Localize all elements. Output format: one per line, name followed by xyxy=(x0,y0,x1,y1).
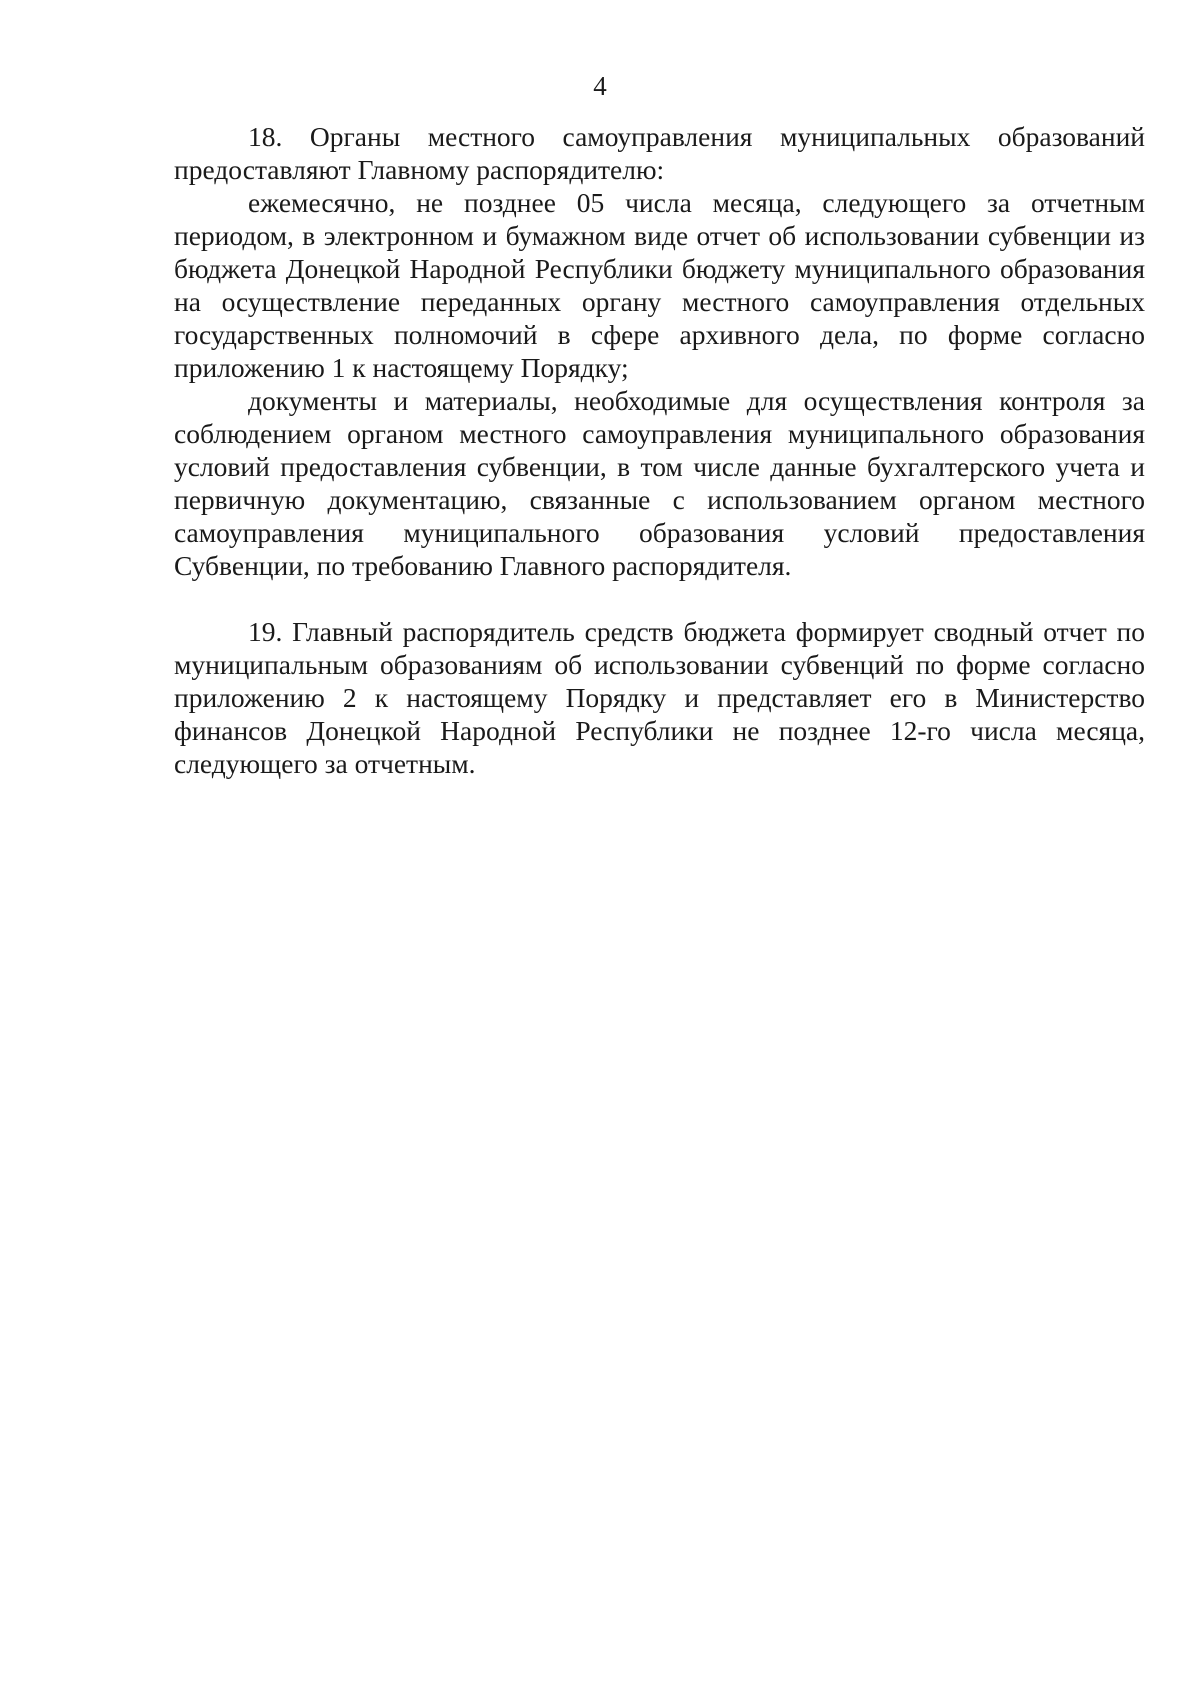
paragraph-18-documents: документы и материалы, необходимые для осуществления контроля за соблюдением органом местного самоуправления муниципального образования условий предоставления субвенции, в том числе данные бухгалтерского учета и первичную документацию, связанные с использованием органом местного самоуправления муниципального образования условий предоставления Субвенции, по требованию Главного распорядителя. xyxy=(174,385,1145,581)
page-number: 4 xyxy=(593,71,607,101)
paragraph-19-summary-report: 19. Главный распорядитель средств бюджета формирует сводный отчет по муниципальным образованиям об использовании субвенций по форме согласно приложению 2 к настоящему Порядку и представляет его в Министерство финансов Донецкой Народной Республики не позднее 12-го числа месяца, следующего за отчетным. xyxy=(174,616,1145,779)
paragraph-18-monthly-report: ежемесячно, не позднее 05 числа месяца, следующего за отчетным периодом, в электронном и бумажном виде отчет об использовании субвенции из бюджета Донецкой Народной Республики бюджету муниципального образования на осуществление переданных органу местного самоуправления отдельных государственных полномочий в сфере архивного дела, по форме согласно приложению 1 к настоящему Порядку; xyxy=(174,187,1145,383)
document-body xyxy=(174,120,1145,780)
paragraph-18-intro: 18. Органы местного самоуправления муниципальных образований предоставляют Главному распорядителю: xyxy=(174,121,1145,185)
